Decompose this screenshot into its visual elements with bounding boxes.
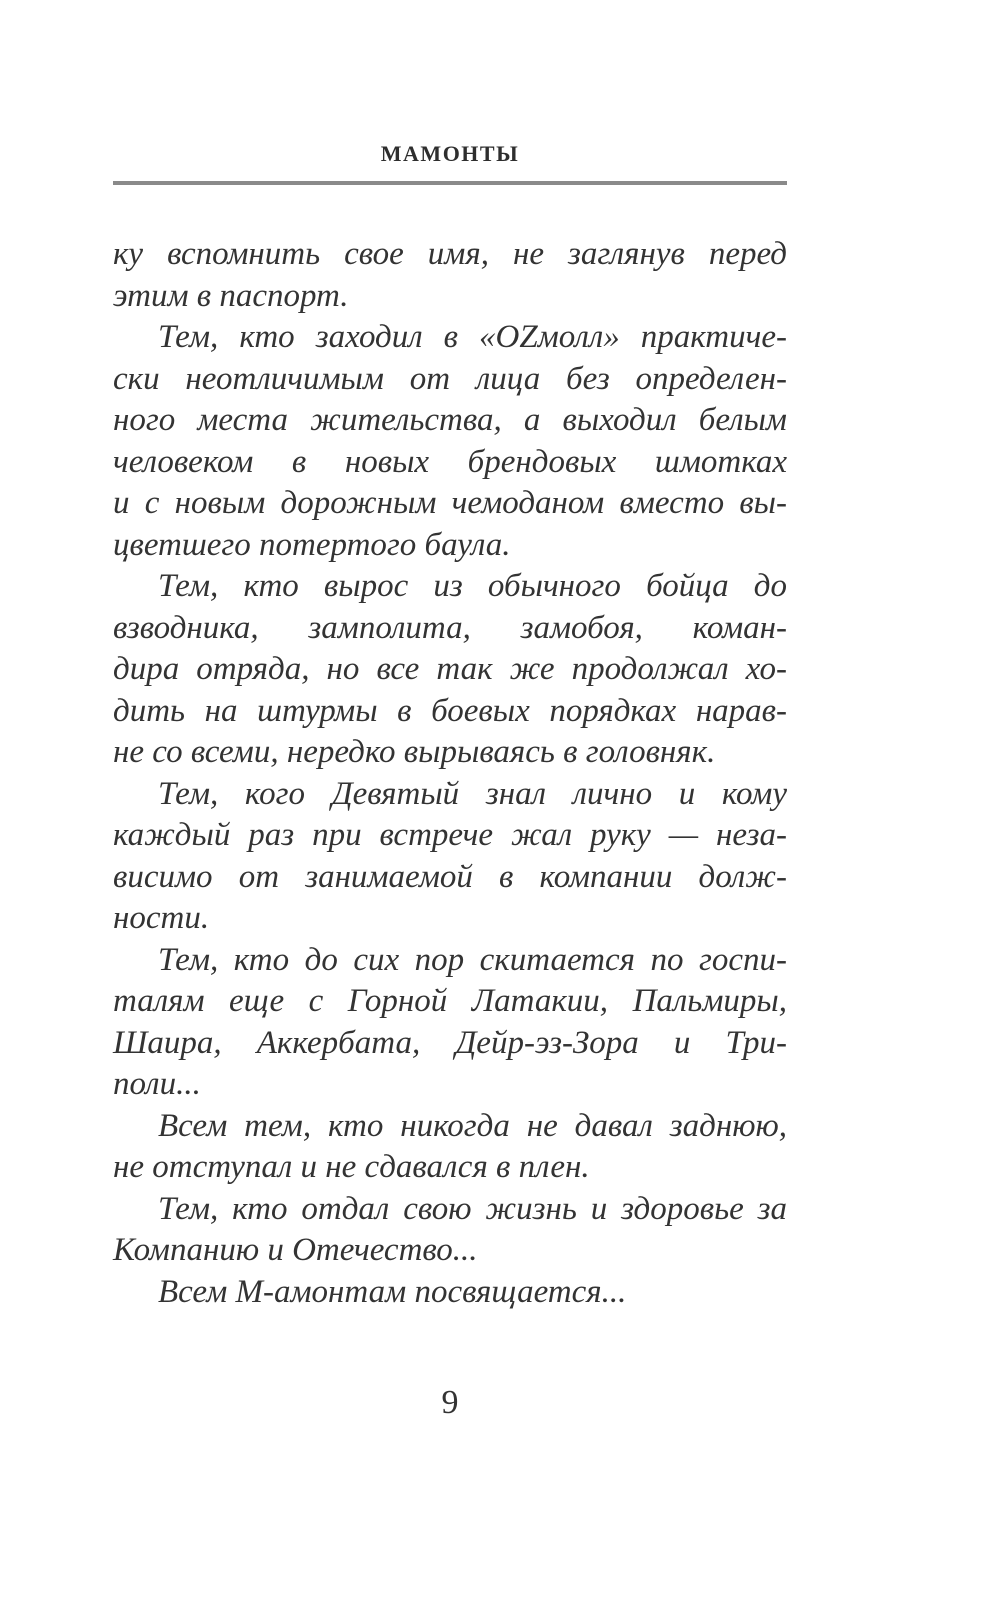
text-line: этим в паспорт. xyxy=(113,277,349,314)
paragraph xyxy=(113,317,787,566)
text-line: Тем, кто отдал свою жизнь и здоровье за xyxy=(158,1190,787,1227)
text-line: ку вспомнить свое имя, не заглянув перед xyxy=(113,236,787,272)
text-line: висимо от занимаемой в компании долж- xyxy=(113,858,787,895)
text-line: Тем, кто до сих пор скитается по госпи- xyxy=(158,941,787,978)
text-line: поли... xyxy=(113,1066,201,1102)
text-line: Тем, кто вырос из обычного бойца до xyxy=(158,568,787,604)
book-page xyxy=(113,0,787,1612)
text-line: ности. xyxy=(113,900,210,936)
page-number: 9 xyxy=(441,1384,459,1421)
paragraph xyxy=(113,940,787,1106)
text-line: Всем тем, кто никогда не давал заднюю, xyxy=(158,1107,787,1144)
text-line: Тем, кто заходил в «OZмолл» практиче- xyxy=(158,319,787,355)
paragraph xyxy=(113,1272,787,1314)
paragraph xyxy=(113,774,787,940)
text-line: не отступал и не сдавался в плен. xyxy=(113,1149,590,1185)
paragraph xyxy=(113,1106,787,1189)
paragraph xyxy=(113,566,787,774)
paragraph xyxy=(113,234,787,317)
text-line: человеком в новых брендовых шмотках xyxy=(113,443,787,480)
text-line: Всем М-амонтам посвящается... xyxy=(158,1273,627,1310)
text-line: дить на штурмы в боевых порядках нарав- xyxy=(113,692,787,729)
text-line: и с новым дорожным чемоданом вместо вы- xyxy=(113,485,787,521)
text-line: Компанию и Отечество... xyxy=(113,1232,478,1268)
paragraph xyxy=(113,1189,787,1272)
text-line: дира отряда, но все так же продолжал хо- xyxy=(113,651,787,687)
running-head: МАМОНТЫ xyxy=(380,141,520,166)
text-line: ски неотличимым от лица без определен- xyxy=(113,360,787,397)
header-rule xyxy=(113,181,787,185)
text-line: Тем, кого Девятый знал лично и кому xyxy=(158,775,787,812)
body-text xyxy=(113,234,787,1313)
text-line: цветшего потертого баула. xyxy=(113,526,511,563)
text-line: взводника, замполита, замобоя, коман- xyxy=(113,609,787,646)
text-line: не со всеми, нередко вырываясь в головняк. xyxy=(113,734,716,770)
text-line: талям еще с Горной Латакии, Пальмиры, xyxy=(113,983,787,1019)
text-line: ного места жительства, а выходил белым xyxy=(113,402,787,438)
text-line: Шаира, Аккербата, Дейр-эз-Зора и Три- xyxy=(113,1024,787,1061)
text-line: каждый раз при встрече жал руку — неза- xyxy=(113,817,787,853)
